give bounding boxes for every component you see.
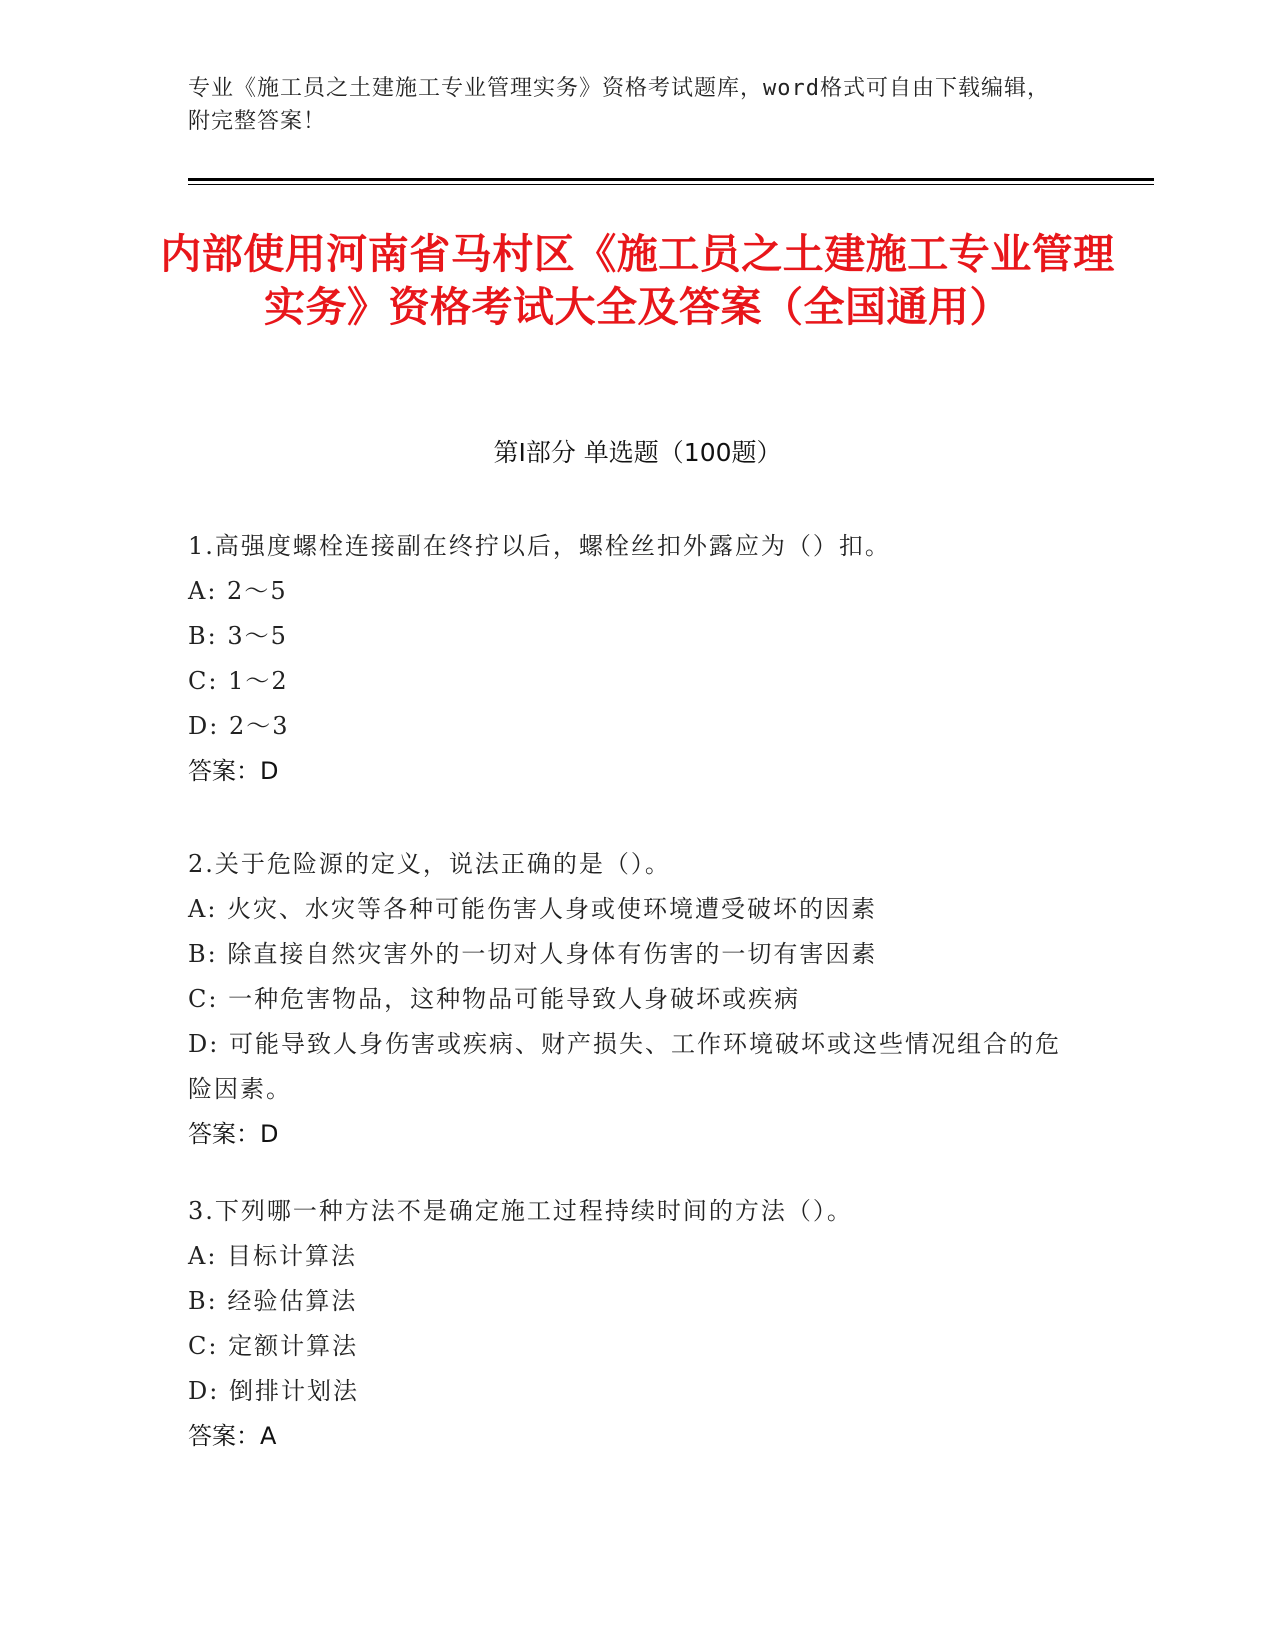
answer-line: 答案：D: [188, 1120, 279, 1148]
header-divider-thin: [188, 184, 1154, 185]
question-block: [188, 524, 1068, 794]
option-a: A: 2～5: [188, 577, 288, 605]
question-block: [188, 842, 1068, 1157]
header-divider-thick: [188, 178, 1154, 181]
header-note: 专业《施工员之土建施工专业管理实务》资格考试题库，word格式可自由下载编辑，附完整答案！: [188, 76, 1050, 134]
option-a: A: 目标计算法: [188, 1242, 358, 1270]
option-c: C: 定额计算法: [188, 1332, 359, 1360]
answer-line: 答案：A: [188, 1422, 277, 1450]
option-a: A: 火灾、水灾等各种可能伤害人身或使环境遭受破坏的因素: [188, 895, 878, 923]
option-c: C: 一种危害物品，这种物品可能导致人身破坏或疾病: [188, 985, 801, 1013]
question-stem: 1.高强度螺栓连接副在终拧以后，螺栓丝扣外露应为（）扣。: [188, 532, 891, 560]
option-c: C: 1～2: [188, 667, 289, 695]
option-d: D: 倒排计划法: [188, 1377, 359, 1405]
option-d: D: 2～3: [188, 712, 290, 740]
section-heading: 第Ⅰ部分 单选题（100题）: [493, 438, 782, 467]
question-block: [188, 1189, 1068, 1459]
option-b: B: 经验估算法: [188, 1287, 358, 1315]
option-d: D: 可能导致人身伤害或疾病、财产损失、工作环境破坏或这些情况组合的危险因素。: [188, 1030, 1061, 1103]
document-title: 内部使用河南省马村区《施工员之土建施工专业管理实务》资格考试大全及答案（全国通用）: [160, 230, 1115, 331]
answer-line: 答案：D: [188, 757, 279, 785]
option-b: B: 3～5: [188, 622, 288, 650]
question-stem: 3.下列哪一种方法不是确定施工过程持续时间的方法（）。: [188, 1197, 853, 1225]
option-b: B: 除直接自然灾害外的一切对人身体有伤害的一切有害因素: [188, 940, 878, 968]
question-stem: 2.关于危险源的定义，说法正确的是（）。: [188, 850, 671, 878]
